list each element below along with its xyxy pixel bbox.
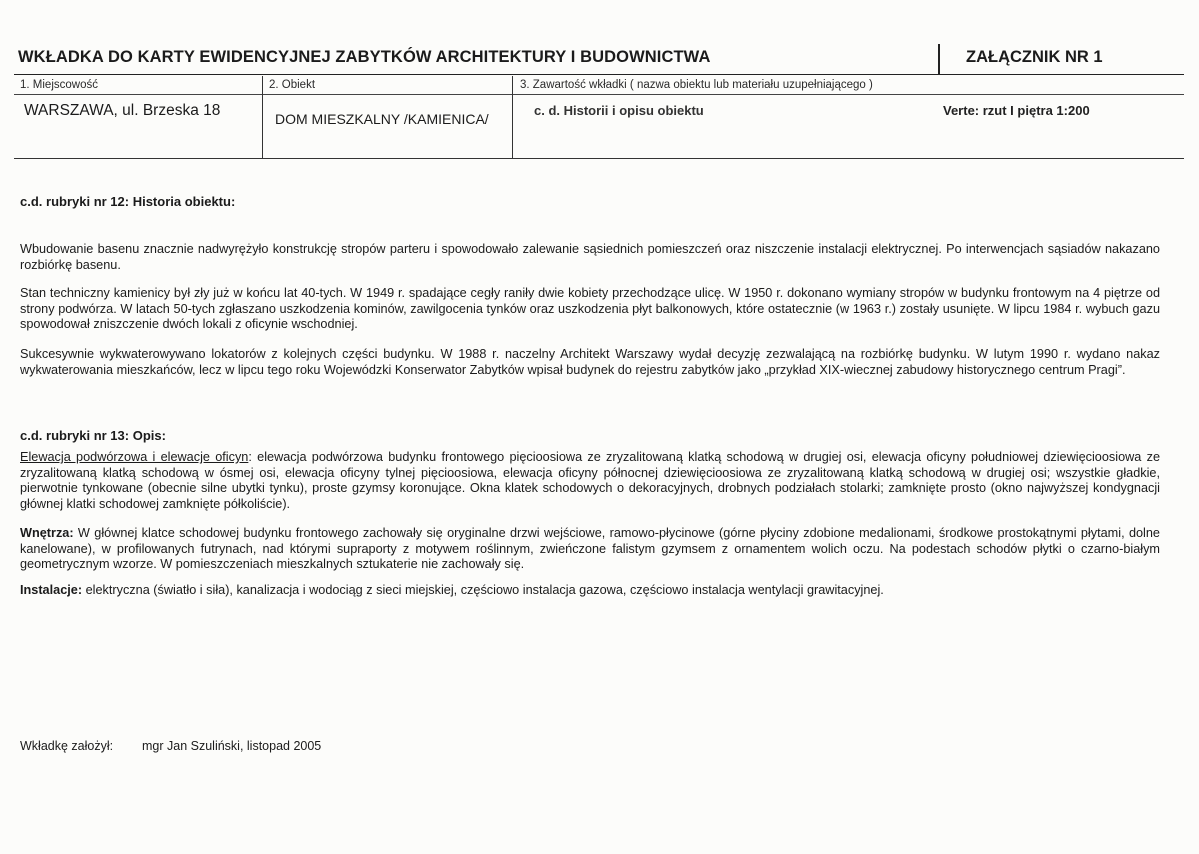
interiors-text: W głównej klatce schodowej budynku frontowego zachowały się oryginalne drzwi wejściowe, ramowo-płycinowe (górne płyciny zdobione medalionami, środkowe prostokątnymi płytami, dolne kanelowane), w profilowanych futrynach, nad którymi supraporty z motywem roślinnym, zwieńczone falistym gzymsem z ornamentem wolich oczu. Na podestach schodów płytki o czarno-białym geometrycznym wzorze. W pomieszczeniach mieszkalnych sztukaterie nie zachowały się.	[20, 526, 1160, 572]
locality-label: 1. Miejscowość	[20, 79, 98, 91]
document-title: WKŁADKA DO KARTY EWIDENCYJNEJ ZABYTKÓW ARCHITEKTURY I BUDOWNICTWA	[18, 48, 711, 66]
section-13-paragraph-1	[20, 450, 1160, 512]
form-header	[14, 44, 1184, 158]
field-contents	[512, 76, 1185, 158]
section-12-paragraph-3: Sukcesywnie wykwaterowywano lokatorów z kolejnych części budynku. W 1988 r. naczelny Architekt Warszawy wydał decyzję zezwalającą na rozbiórkę budynku. W lutym 1990 r. wydano nakaz wykwaterowania mieszkańców, lecz w lipcu tego roku Wojewódzki Konserwator Zabytków wpisał budynek do rejestru zabytków jako „przykład XIX-wiecznej zabudowy historycznego centrum Pragi”.	[20, 347, 1160, 377]
section-13-heading: c.d. rubryki nr 13: Opis:	[20, 428, 166, 443]
author-label: Wkładkę założył:	[20, 739, 114, 753]
installations-lead: Instalacje:	[20, 583, 83, 597]
contents-value: c. d. Historii i opisu obiektu	[534, 103, 704, 118]
author-value: mgr Jan Szuliński, listopad 2005	[142, 739, 322, 753]
section-12-paragraph-2: Stan techniczny kamienicy był zły już w końcu lat 40-tych. W 1949 r. spadające cegły raniły dwie kobiety przechodzące ulicę. W 1950 r. dokonano wymiany stropów w budynku frontowym na 4 piętrze od strony podwórza. W latach 50-tych zgłaszano uszkodzenia kominów, zawilgocenia tynków oraz uszkodzenia płyt balkonowych, które ostatecznie (w 1963 r.) zostały usunięte. W lipcu 1984 r. wybuch gazu spowodował zniszczenie dwóch lokali z oficynie wschodniej.	[20, 286, 1160, 332]
locality-value: WARSZAWA, ul. Brzeska 18	[24, 102, 221, 119]
object-value: DOM MIESZKALNY /KAMIENICA/	[275, 111, 489, 127]
elevations-lead: Elewacja podwórzowa i elewacje oficyn	[20, 450, 249, 464]
form-fields	[14, 76, 1184, 159]
contents-label: 3. Zawartość wkładki ( nazwa obiektu lub materiału uzupełniającego )	[520, 79, 873, 91]
interiors-lead: Wnętrza:	[20, 526, 74, 540]
section-12-paragraph-1: Wbudowanie basenu znacznie nadwyrężyło konstrukcję stropów parteru i spowodowało zalewanie sąsiednich pomieszczeń oraz niszczenie instalacji elektrycznej. Po interwencjach sąsiadów nakazano rozbiórkę basenu.	[20, 242, 1160, 272]
object-label: 2. Obiekt	[269, 79, 316, 91]
section-13-paragraph-2	[20, 526, 1160, 573]
section-13-paragraph-3	[20, 583, 1160, 599]
field-object	[262, 76, 512, 158]
field-locality	[14, 76, 261, 158]
installations-text: elektryczna (światło i siła), kanalizacja i wodociąg z sieci miejskiej, częściowo instalacja gazowa, częściowo instalacja wentylacji grawitacyjnej.	[82, 583, 884, 597]
attachment-number: ZAŁĄCZNIK NR 1	[966, 48, 1103, 66]
section-12-heading: c.d. rubryki nr 12: Historia obiektu:	[20, 194, 236, 209]
contents-extra: Verte: rzut I piętra 1:200	[943, 103, 1090, 118]
title-divider	[938, 44, 940, 74]
title-row	[14, 44, 1184, 75]
elevations-text: : elewacja podwórzowa budynku frontowego pięcioosiowa ze zryzalitowaną klatką schodową w drugiej osi, elewacja oficyny południowej dziewięcioosiowa ze zryzalitowaną klatką schodową w ósmej osi, elewacja oficyny tylnej pięcioosiowa, elewacja oficyny północnej dziewięcioosiowa ze zryzalitowaną klatką schodową w drugiej osi; wszystkie gładkie, pierwotnie tynkowane (obecnie silne ubytki tynku), proste gzymsy koronujące. Okna klatek schodowych o dekoracyjnych, drobnych podziałach stolarki; zamknięte prosto (okno najwyższej kondygnacji głównej klatki schodowej zamknięte półkoliście).	[20, 450, 1161, 511]
